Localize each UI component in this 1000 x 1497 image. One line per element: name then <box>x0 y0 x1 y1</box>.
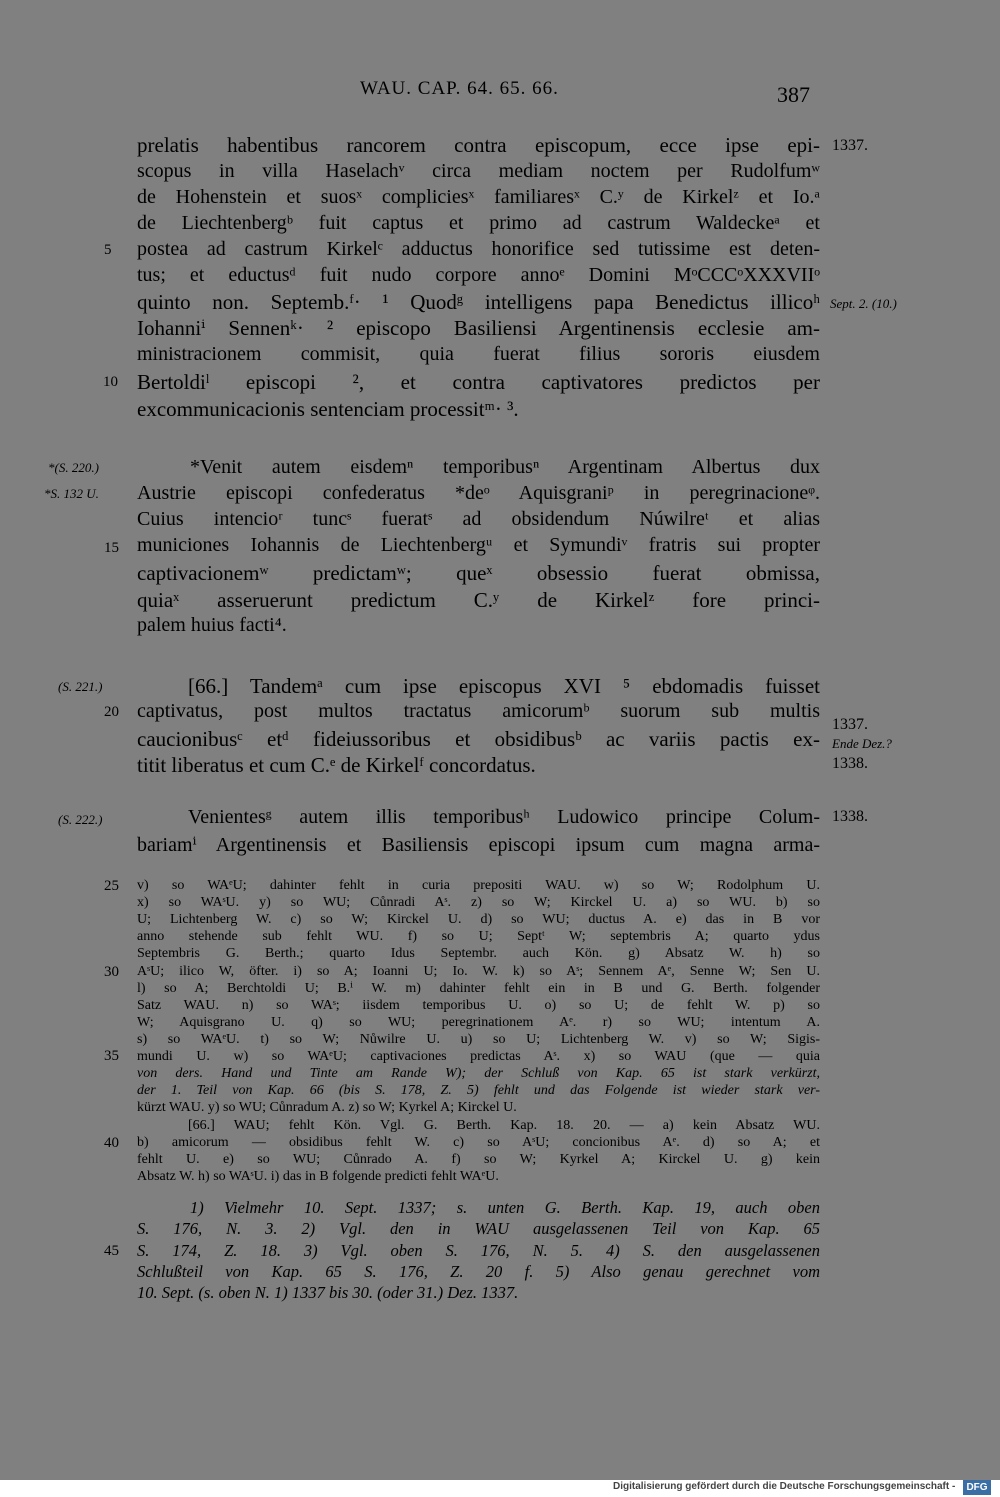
text-line: de Hohenstein et suosˣ compliciesˣ familiaresˣ C.ʸ de Kirkelᶻ et Io.ᵃ <box>137 186 820 208</box>
text-line: quinto non. Septemb.ᶠ· ¹ Quodᵍ intelligens papa Benedictus illicoʰ <box>137 290 820 314</box>
margin-note-right: 1337. <box>832 137 868 154</box>
text-line: Cuius intencioʳ tuncˢ fueratˢ ad obsidendum Núwilreᵗ et alias <box>137 508 820 530</box>
apparatus-line: kürzt WAU. y) so WU; Cůnradum A. z) so W; Kyrkel A; Kirckel U. <box>137 1100 517 1115</box>
line-number: 10 <box>103 374 118 390</box>
line-number: 30 <box>104 964 119 980</box>
dfg-logo: DFG <box>963 1480 991 1495</box>
text-line: captivatus, post multos tractatus amicorumᵇ suorum sub multis <box>137 700 820 722</box>
text-line: ministracionem commisit, quia fuerat filius sororis eiusdem <box>137 343 820 365</box>
text-line: *Venit autem eisdemⁿ temporibusⁿ Argentinam Albertus dux <box>190 456 820 478</box>
apparatus-line: der 1. Teil von Kap. 66 (bis S. 178, Z. 5) fehlt und das Folgende ist wieder stark ver- <box>137 1083 820 1098</box>
line-number: 20 <box>104 704 119 720</box>
apparatus-line: anno stehende sub fehlt WU. f) so U; Septᵗ W; septembris A; quarto ydus <box>137 929 820 944</box>
line-number: 15 <box>104 540 119 556</box>
text-line: excommunicacionis sentenciam processitᵐ· ³. <box>137 397 519 421</box>
text-line: tus; et eductusᵈ fuit nudo corpore annoᵉ Domini MᵒCCCᵒXXXVIIᵒ <box>137 264 820 286</box>
text-line: bariamⁱ Argentinensis et Basiliensis episcopi ipsum cum magna arma- <box>137 834 820 856</box>
footnote-line: 10. Sept. (s. oben N. 1) 1337 bis 30. (oder 31.) Dez. 1337. <box>137 1283 519 1302</box>
margin-note-left: (S. 222.) <box>58 812 103 827</box>
apparatus-line: von ders. Hand und Tinte am Rande W); der Schluß von Kap. 65 ist stark verkürzt, <box>137 1066 820 1081</box>
apparatus-line: l) so A; Berchtoldi U; B.ⁱ W. m) dahinter fehlt ein in B und G. Berth. folgender <box>137 981 820 996</box>
funding-credit: Digitalisierung gefördert durch die Deutsche Forschungsgemeinschaft - <box>613 1481 956 1492</box>
apparatus-line: x) so WAˢU. y) so WU; Cůnradi Aˢ. z) so W; Kirckel U. a) so WU. b) so <box>137 895 820 910</box>
line-number: 25 <box>104 878 119 894</box>
text-line: scopus in villa Haselachᵛ circa mediam noctem per Rudolfumʷ <box>137 160 820 182</box>
line-number: 40 <box>104 1135 119 1151</box>
apparatus-line: v) so WAᵉU; dahinter fehlt in curia prepositi WAU. w) so W; Rodolphum U. <box>137 878 820 893</box>
text-line: caucionibusᶜ etᵈ fideiussoribus et obsidibusᵇ ac variis pactis ex- <box>137 727 820 751</box>
text-line: captivacionemʷ predictamʷ; queˣ obsessio fuerat obmissa, <box>137 561 820 585</box>
page-number: 387 <box>777 82 810 107</box>
apparatus-line: U; Lichtenberg W. c) so W; Kirckel U. d) so WU; ductus A. e) das in B vor <box>137 912 820 927</box>
text-line: Bertoldiˡ episcopi ², et contra captivatores predictos per <box>137 370 820 394</box>
footnote-line: Schlußteil von Kap. 65 S. 176, Z. 20 f. 5) Also genau gerechnet vom <box>137 1262 820 1281</box>
apparatus-line: mundi U. w) so WAᵉU; captivaciones predictas Aˢ. x) so WAU (que — quia <box>137 1049 820 1064</box>
apparatus-line: W; Aquisgrano U. q) so WU; peregrinationem Aᵉ. r) so WU; intentum A. <box>137 1015 820 1030</box>
text-line: Iohanniⁱ Sennenᵏ· ² episcopo Basiliensi Argentinensis ecclesie am- <box>137 316 820 340</box>
apparatus-line: [66.] WAU; fehlt Kön. Vgl. G. Berth. Kap. 18. 20. — a) kein Absatz WU. <box>188 1118 820 1133</box>
apparatus-line: Septembris G. Berth.; quarto Idus Septembr. auch Kön. g) Absatz W. h) so <box>137 946 820 961</box>
apparatus-line: b) amicorum — obsidibus fehlt W. c) so AˢU; concionibus Aᵉ. d) so A; et <box>137 1135 820 1150</box>
margin-note-right: 1337. <box>832 716 868 733</box>
margin-note-right: 1338. <box>832 755 868 772</box>
text-line: de Liechtenbergᵇ fuit captus et primo ad castrum Waldeckeᵃ et <box>137 212 820 234</box>
line-number: 35 <box>104 1048 119 1064</box>
margin-note-left: *(S. 220.) <box>48 460 99 475</box>
apparatus-line: s) so WAᵉU. t) so W; Nůwilre U. u) so U; Lichtenberg W. v) so W; Sigis- <box>137 1032 820 1047</box>
line-number: 5 <box>104 242 112 258</box>
text-line: prelatis habentibus rancorem contra episcopum, ecce ipse epi- <box>137 133 820 157</box>
margin-note-right: Ende Dez.? <box>832 736 892 751</box>
line-number: 45 <box>104 1243 119 1259</box>
footnote-line: S. 176, N. 3. 2) Vgl. den in WAU ausgelassenen Teil von Kap. 65 <box>137 1219 820 1238</box>
text-line: Venientesᵍ autem illis temporibusʰ Ludowico principe Colum- <box>188 806 820 828</box>
text-line: Austrie episcopi confederatus *deᵒ Aquisgraniᵖ in peregrinacioneᵠ. <box>137 482 820 504</box>
apparatus-line: Satz WAU. n) so WAˢ; iisdem temporibus U. o) so U; de fehlt W. p) so <box>137 998 820 1013</box>
apparatus-line: AˢU; ilico W, öfter. i) so A; Ioanni U; Io. W. k) so Aˢ; Sennem Aᵉ, Senne W; Sen U. <box>137 964 820 979</box>
text-line: [66.] Tandemᵃ cum ipse episcopus XVI ⁵ ebdomadis fuisset <box>188 674 820 698</box>
footnote-line: S. 174, Z. 18. 3) Vgl. oben S. 176, N. 5. 4) S. den ausgelassenen <box>137 1241 820 1260</box>
text-line: quiaˣ asseruerunt predictum C.ʸ de Kirkelᶻ fore princi- <box>137 588 820 612</box>
margin-note-right: Sept. 2. (10.) <box>830 296 897 311</box>
footnote-line: 1) Vielmehr 10. Sept. 1337; s. unten G. Berth. Kap. 19, auch oben <box>190 1198 820 1217</box>
apparatus-line: Absatz W. h) so WAˢU. i) das in B folgende predicti fehlt WAᵉU. <box>137 1169 499 1184</box>
apparatus-line: fehlt U. e) so WU; Cůnrado A. f) so W; Kyrkel A; Kirckel U. g) kein <box>137 1152 820 1167</box>
margin-note-right: 1338. <box>832 808 868 825</box>
text-line: municiones Iohannis de Liechtenbergᵘ et Symundiᵛ fratris sui propter <box>137 534 820 556</box>
running-header: WAU. CAP. 64. 65. 66. <box>360 78 559 99</box>
text-line: palem huius facti⁴. <box>137 614 287 636</box>
text-line: postea ad castrum Kirkelᶜ adductus honorifice sed tutissime est deten- <box>137 238 820 260</box>
margin-note-left: *S. 132 U. <box>44 486 99 501</box>
text-line: titit liberatus et cum C.ᵉ de Kirkelᶠ concordatus. <box>137 753 536 777</box>
margin-note-left: (S. 221.) <box>58 679 103 694</box>
